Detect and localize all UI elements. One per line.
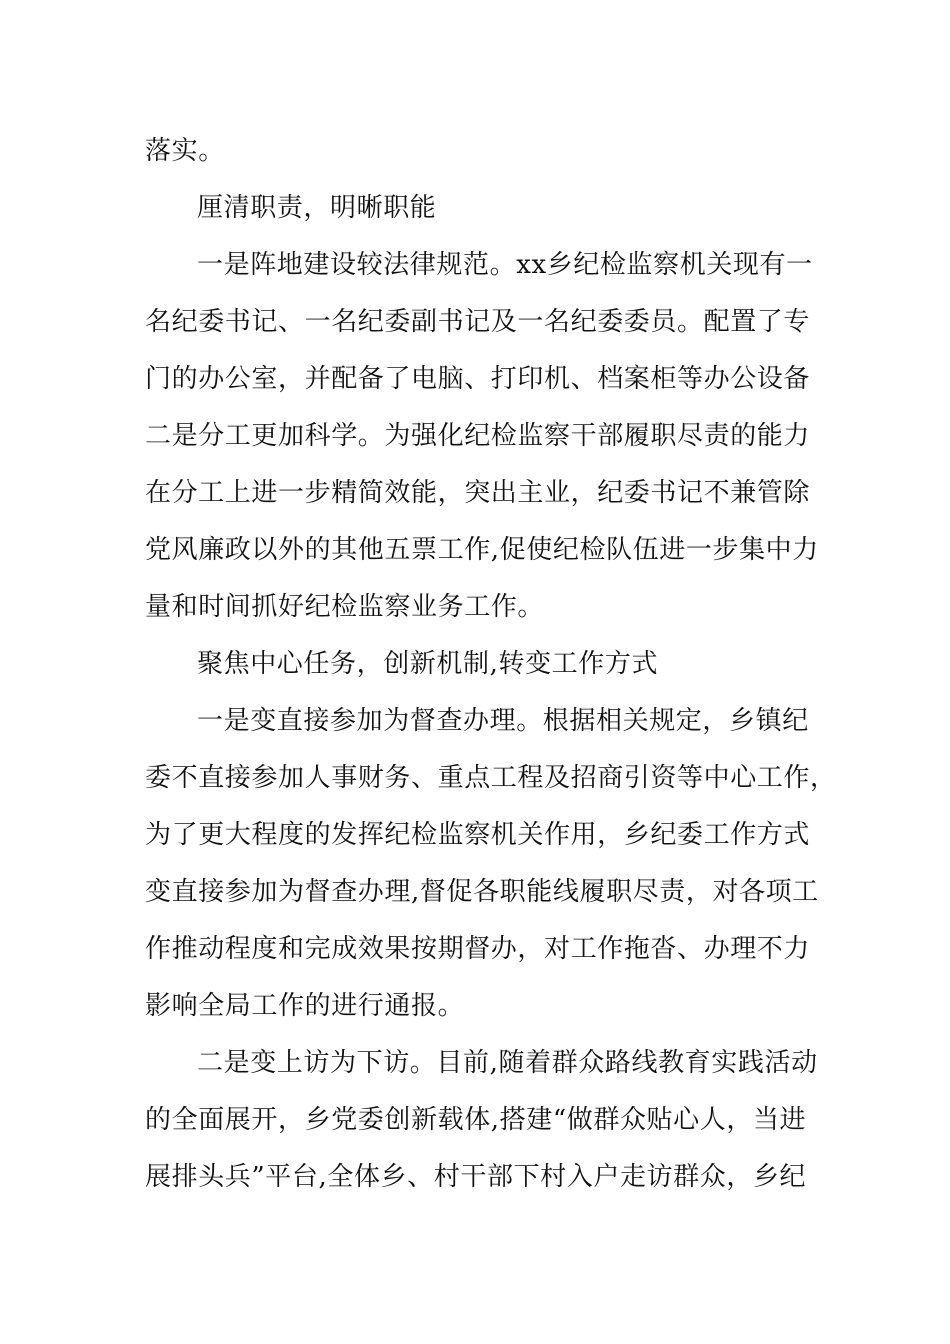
section-heading: 厘清职责，明晰职能: [197, 193, 437, 223]
paragraph-line: 一是阵地建设较法律规范。xx乡纪检监察机关现有一: [197, 250, 813, 280]
paragraph-line: 在分工上进一步精简效能，突出主业，纪委书记不兼管除: [145, 478, 811, 508]
paragraph-line: 二是分工更加科学。为强化纪检监察干部履职尽责的能力: [145, 421, 811, 451]
paragraph-line: 影响全局工作的进行通报。: [145, 991, 465, 1021]
paragraph-line: 为了更大程度的发挥纪检监察机关作用，乡纪委工作方式: [145, 820, 811, 850]
text-line: 落实。: [145, 136, 225, 166]
paragraph-line: 作推动程度和完成效果按期督办，对工作拖沓、办理不力: [145, 934, 811, 964]
paragraph-line: 二是变上访为下访。目前,随着群众路线教育实践活动: [197, 1048, 818, 1078]
section-heading: 聚焦中心任务，创新机制,转变工作方式: [197, 649, 659, 679]
paragraph-line: 党风廉政以外的其他五票工作,促使纪检队伍进一步集中力: [145, 535, 819, 565]
paragraph-line: 门的办公室，并配备了电脑、打印机、档案柜等办公设备: [145, 364, 811, 394]
paragraph-line: 的全面展开，乡党委创新载体,搭建“做群众贴心人，当进: [145, 1105, 807, 1135]
paragraph-line: 名纪委书记、一名纪委副书记及一名纪委委员。配置了专: [145, 307, 811, 337]
paragraph-line: 量和时间抓好纪检监察业务工作。: [145, 592, 545, 622]
paragraph-line: 委不直接参加人事财务、重点工程及招商引资等中心工作，: [145, 763, 837, 793]
paragraph-line: 一是变直接参加为督查办理。根据相关规定，乡镇纪: [197, 706, 809, 736]
paragraph-line: 展排头兵”平台,全体乡、村干部下村入户走访群众，乡纪: [145, 1162, 807, 1192]
paragraph-line: 变直接参加为督查办理,督促各职能线履职尽责，对各项工: [145, 877, 819, 907]
